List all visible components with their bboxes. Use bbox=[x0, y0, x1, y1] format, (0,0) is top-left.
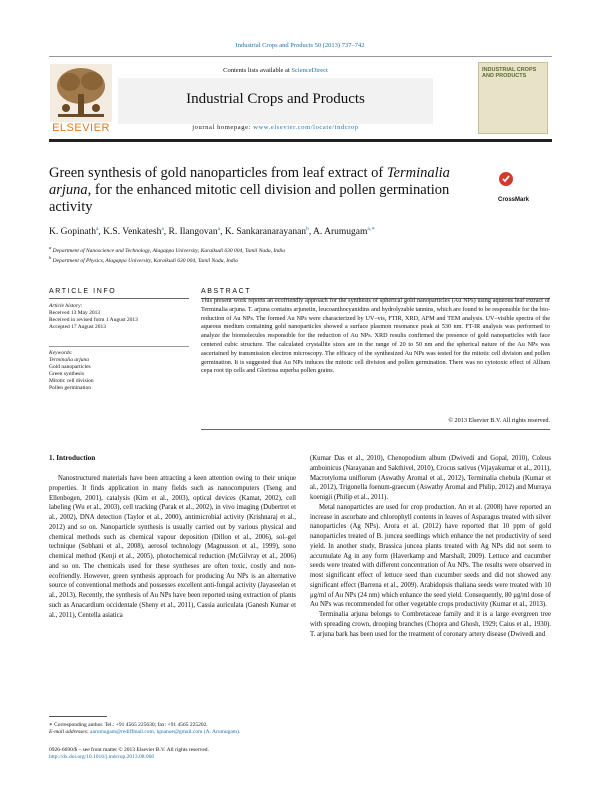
intro-paragraph-4: Terminalia arjuna belongs to Combretaceae family and it is a large evergreen tree with spreading crown, drooping branches (Chopra and Ghosh, 1929; Caius et al., 1930). T. arjuna bark has been used for the treatment of coronary artery disease (Dwivedi and bbox=[310, 611, 551, 638]
intro-paragraph-2: (Kumar Das et al., 2010), Chenopodium album (Dwivedi and Gopal, 2010), Coleus amboinicus (Narayanan and Sakthivel, 2010), Crocus sativus (Vijayakumar et al., 2011), Macrotyloma uniflorum (Aswathy Aromal et al., 2012), Terminalia chebula (Kumar et al., 2012), Trigonella foenum-graecum (Aswathy Aromal and Philip, 2012) and Murraya koenigii (Philip et al., 2011). bbox=[310, 455, 551, 501]
contents-line bbox=[118, 67, 433, 74]
title-part2: , for the enhanced mitotic cell division and pollen germination activity bbox=[49, 182, 450, 215]
corresponding-author-note: ∗ Corresponding author. Tel.: +91 4565 225630; fax: +91 4565 225202. bbox=[49, 722, 208, 728]
title-part1: Green synthesis of gold nanoparticles from leaf extract of bbox=[49, 165, 387, 181]
crossmark-label: CrossMark bbox=[498, 197, 530, 203]
copyright-line: © 2013 Elsevier B.V. All rights reserved. bbox=[448, 417, 550, 424]
revised-date: Received in revised form 1 August 2013 bbox=[49, 317, 138, 323]
crossmark-icon bbox=[498, 171, 514, 187]
email-label: E-mail addresses: bbox=[49, 729, 91, 735]
issn-doi-block bbox=[49, 747, 349, 761]
keyword-item: Terminalia arjuna bbox=[49, 357, 89, 363]
keywords-rule bbox=[49, 346, 189, 347]
intro-heading: 1. Introduction bbox=[49, 454, 96, 462]
homepage-link[interactable]: www.elsevier.com/locate/indcrop bbox=[253, 124, 359, 131]
affiliation-b: $^b$ Department of Physics, Alagappa University, Karaikudi 630 004, Tamil Nadu, India bbox=[49, 255, 238, 264]
keyword-item: Mitotic cell division bbox=[49, 378, 94, 384]
affiliation-b-text: Department of Physics, Alagappa University, Karaikudi 630 004, Tamil Nadu, India bbox=[52, 257, 238, 264]
elsevier-tree-logo bbox=[50, 64, 112, 122]
author-list: K. Gopinath$^a$, K.S. Venkatesh$^a$, R. Ilangovan$^a$, K. Sankaranarayanan$^b$, A. Arumugam$^{a,∗}$ bbox=[49, 226, 375, 238]
email-links[interactable]: aarumugam@rediffmail.com, lgnanoe@gmail.com (A. Arumugam). bbox=[90, 729, 241, 735]
author-name[interactable]: K. Sankaranarayanan bbox=[224, 227, 307, 238]
keywords-block bbox=[49, 350, 189, 392]
accepted-date: Accepted 17 August 2013 bbox=[49, 324, 106, 330]
title-italic: Terminalia arjuna bbox=[49, 165, 450, 198]
author-affil-sup[interactable]: a,∗ bbox=[367, 226, 375, 232]
author-name[interactable]: R. Ilangovan bbox=[168, 227, 218, 238]
journal-cover-title: INDUSTRIAL CROPS AND PRODUCTS bbox=[482, 67, 537, 79]
issn-line: 0926-6690/$ – see front matter © 2013 Elsevier B.V. All rights reserved. bbox=[49, 747, 209, 753]
article-title bbox=[49, 165, 479, 216]
article-info-rule bbox=[49, 298, 189, 299]
contents-prefix: Contents lists available at bbox=[223, 67, 292, 74]
article-info-heading: ARTICLE INFO bbox=[49, 288, 117, 295]
intro-column-2 bbox=[310, 454, 551, 639]
footnote-rule bbox=[49, 716, 107, 717]
author-name[interactable]: A. Arumugam bbox=[313, 227, 368, 238]
header-bottom-rule bbox=[49, 139, 552, 142]
journal-title: Industrial Crops and Products bbox=[186, 91, 365, 107]
author-affil-sup[interactable]: a bbox=[161, 226, 164, 232]
intro-paragraph-1: Nanostructured materials have been attracting a keen attention owing to their unique properties. It finds application in many fields such as nanocomputers (Tseng and Ellenbogen, 2001), catalysis (Kim et al., 2003), optical devices (Kamat, 2002), cell labeling (Wu et al., 2003), cell tracking (Parak et al., 2002), in vivo imaging (Dubertret et al., 2002), DNA detection (Taylor et al., 2000), antimicrobial activity (Krishnaraj et al., 2012) and so on. Nanoparticle synthesis is usually carried out by various physical and chemical methods such as chemical vapour deposition (Dillon et al., 2006), sol–gel technique (Sobhani et al., 2008), aerosol technology (Magnusson et al., 1999), sono chemical method (Kenji et al., 2005), photochemical reduction (McGilvray et al., 2006) and so on. The chemicals used for these syntheses are often toxic, costly and non-ecofriendly. However, green synthesis approach for producing Au NPs is an alternative source of conventional methods and possesses excellent anti-fungal activity (Jayaseelan et al., 2013). Recently, the synthesis of Au NPs have been reported using extraction of plants such as Anacardium occidentale (Sheny et al., 2011), Cassia auriculata (Ganesh Kumar et al., 2011), Centella asiatica bbox=[49, 475, 296, 619]
abstract-bottom-rule bbox=[201, 429, 550, 430]
journal-citation[interactable]: Industrial Crops and Products 50 (2013) 737–742 bbox=[235, 42, 365, 49]
author-name[interactable]: K.S. Venkatesh bbox=[103, 227, 162, 238]
header-top-rule bbox=[49, 56, 552, 57]
article-history bbox=[49, 303, 189, 331]
publisher-name: ELSEVIER bbox=[52, 122, 110, 134]
intro-paragraph-3: Metal nanoparticles are used for crop production. An et al. (2008) have reported an increase in ascorbate and chlorophyll contents in leaves of Asparagus treated with silver nanoparticles (Ag NPs). Arora et al. (2012) have reported that 10 ppm of gold nanoparticles treated of B. juncea seedlings which enhance the net productivity of seed yield. In another study, Brassica juncea plants treated with Ag NPs did not seem to accumulate Ag in any form (Haverkamp and Marshall, 2009). Lettuce and cucumber seeds were treated with different concentration of Au NPs. The results were observed in most significant effect of lettuce seed than cucumber seeds and did not showed any significant effect (Barrena et al., 2009). Arabidopsis thaliana seeds were treated with 10 μg/ml of Au NPs (24 nm) which enhance the seed yield. Consequently, 80 μg/ml dose of Au NPs was recommended for other vegetable crops productivity (Kumar et al., 2013). bbox=[310, 503, 551, 609]
journal-homepage bbox=[118, 124, 433, 131]
homepage-prefix: journal homepage: bbox=[192, 124, 254, 131]
abstract-text: This present work reports an ecofriendly approach for the synthesis of spherical gold nanoparticles (Au NPs) using aqueous leaf extract of Terminalia arjuna. T. arjuna contains arjunetin, leucoanthocyanidins and hydrolyzable tannins, which are found to be responsible for the bio-reduction of Au NPs. The formed Au NPs were characterized by UV–vis, FTIR, XRD, AFM and TEM analysis. UV–visible spectra of the aqueous medium containing gold nanoparticles showed a surface plasmon resonance peak at 530 nm. FT-IR analysis was performed to analyze the biomolecules responsible for the reduction of Au NPs. XRD results confirmed the presence of gold nanoparticles with face centered cubic structure. The calculated crystallite sizes are in the range of 20 to 50 nm and the spherical nature of the Au NPs was ascertained by transmission electron microscopy. The efficacy of the synthesized Au NPs was tested for the mitotic cell division and pollen germination. It is suggested that Au NPs induces the mitotic cell division and pollen germination. There was no cytotoxic effect of Allium cepa root tip cells and Gloriosa superba pollen grains. bbox=[201, 297, 550, 375]
sciencedirect-link[interactable]: ScienceDirect bbox=[291, 67, 328, 74]
keyword-item: Pollen germination bbox=[49, 385, 92, 391]
corresponding-footnote bbox=[49, 722, 294, 736]
doi-link[interactable]: http://dx.doi.org/10.1016/j.indcrop.2013.08.060 bbox=[49, 754, 155, 760]
crossmark-badge[interactable] bbox=[498, 170, 548, 206]
abstract-heading: ABSTRACT bbox=[201, 288, 252, 295]
received-date: Received 13 May 2013 bbox=[49, 310, 101, 316]
author-affil-sup[interactable]: b bbox=[306, 226, 309, 232]
keyword-item: Green synthesis bbox=[49, 371, 84, 377]
author-affil-sup[interactable]: a bbox=[95, 226, 99, 232]
author-affil-sup[interactable]: a bbox=[217, 226, 221, 232]
keyword-item: Gold nanoparticles bbox=[49, 364, 91, 370]
keywords-label: Keywords: bbox=[49, 350, 73, 356]
affiliation-a-text: Department of Nanoscience and Technology, Alagappa University, Karaikudi 630 004, Tamil Nadu, India bbox=[52, 247, 285, 254]
history-label: Article history: bbox=[49, 303, 83, 309]
affiliation-a: $^a$ Department of Nanoscience and Technology, Alagappa University, Karaikudi 630 004, Tamil Nadu, India bbox=[49, 245, 285, 254]
author-name[interactable]: K. Gopinath bbox=[49, 227, 96, 238]
